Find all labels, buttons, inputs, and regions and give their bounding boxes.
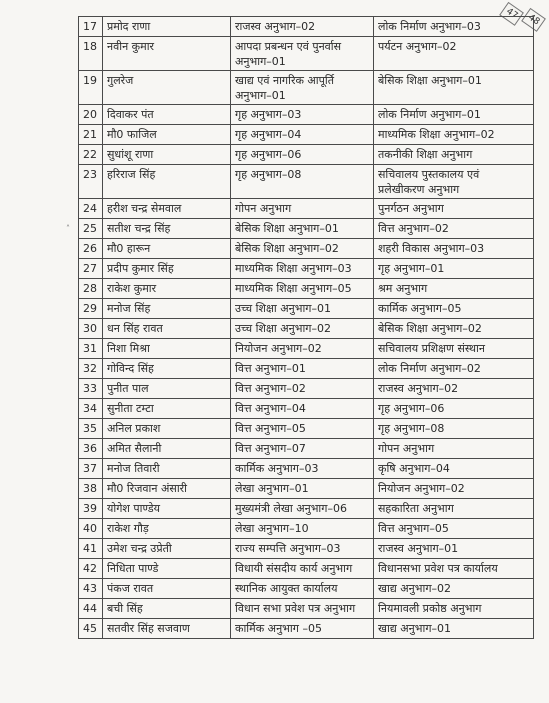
name-cell: सतवीर सिंह सजवाण [103,619,231,639]
table-row [79,71,534,105]
new-section-cell: कृषि अनुभाग–04 [374,459,534,479]
table-row [79,125,534,145]
table-row [79,339,534,359]
table-row [79,559,534,579]
name-cell: सतीश चन्द्र सिंह [103,219,231,239]
new-section-cell: नियोजन अनुभाग–02 [374,479,534,499]
table-row [79,165,534,199]
new-section-cell: खाद्य अनुभाग–02 [374,579,534,599]
current-section-cell: उच्च शिक्षा अनुभाग–01 [231,299,374,319]
table-row [79,599,534,619]
name-cell: उमेश चन्द्र उप्रेती [103,539,231,559]
serial-number-cell: 17 [79,17,103,37]
current-section-cell: वित्त अनुभाग–01 [231,359,374,379]
current-section-cell: खाद्य एवं नागरिक आपूर्ति अनुभाग–01 [231,71,374,105]
new-section-cell: लोक निर्माण अनुभाग–02 [374,359,534,379]
new-section-cell: शहरी विकास अनुभाग–03 [374,239,534,259]
name-cell: मनोज सिंह [103,299,231,319]
table-row [79,479,534,499]
name-cell: मौ0 हारून [103,239,231,259]
serial-number-cell: 34 [79,399,103,419]
name-cell: निशा मिश्रा [103,339,231,359]
name-cell: पंकज रावत [103,579,231,599]
current-section-cell: आपदा प्रबन्धन एवं पुनर्वास अनुभाग–01 [231,37,374,71]
name-cell: अनिल प्रकाश [103,419,231,439]
current-section-cell: उच्च शिक्षा अनुभाग–02 [231,319,374,339]
serial-number-cell: 37 [79,459,103,479]
new-section-cell: लोक निर्माण अनुभाग–03 [374,17,534,37]
margin-mark: ˄ [66,224,70,233]
new-section-cell: पुनर्गठन अनुभाग [374,199,534,219]
new-section-cell: कार्मिक अनुभाग–05 [374,299,534,319]
serial-number-cell: 22 [79,145,103,165]
serial-number-cell: 43 [79,579,103,599]
name-cell: दिवाकर पंत [103,105,231,125]
current-section-cell: गृह अनुभाग–04 [231,125,374,145]
table-row [79,239,534,259]
table-row [79,319,534,339]
serial-number-cell: 40 [79,519,103,539]
serial-number-cell: 45 [79,619,103,639]
serial-number-cell: 39 [79,499,103,519]
current-section-cell: विधान सभा प्रवेश पत्र अनुभाग [231,599,374,619]
current-section-cell: वित्त अनुभाग–04 [231,399,374,419]
serial-number-cell: 33 [79,379,103,399]
serial-number-cell: 29 [79,299,103,319]
table-row [79,199,534,219]
table-row [79,579,534,599]
serial-number-cell: 36 [79,439,103,459]
new-section-cell: सचिवालय पुस्तकालय एवं प्रलेखीकरण अनुभाग [374,165,534,199]
allocation-table [78,16,534,639]
name-cell: प्रमोद राणा [103,17,231,37]
serial-number-cell: 28 [79,279,103,299]
new-section-cell: सहकारिता अनुभाग [374,499,534,519]
serial-number-cell: 24 [79,199,103,219]
name-cell: मनोज तिवारी [103,459,231,479]
serial-number-cell: 18 [79,37,103,71]
name-cell: अमित सैलानी [103,439,231,459]
new-section-cell: तकनीकी शिक्षा अनुभाग [374,145,534,165]
name-cell: गोविन्द सिंह [103,359,231,379]
name-cell: निधिता पाण्डे [103,559,231,579]
serial-number-cell: 26 [79,239,103,259]
new-section-cell: नियमावली प्रकोष्ठ अनुभाग [374,599,534,619]
table-row [79,379,534,399]
serial-number-cell: 38 [79,479,103,499]
name-cell: सुनीता टम्टा [103,399,231,419]
serial-number-cell: 44 [79,599,103,619]
current-section-cell: मुख्यमंत्री लेखा अनुभाग–06 [231,499,374,519]
serial-number-cell: 27 [79,259,103,279]
serial-number-cell: 25 [79,219,103,239]
serial-number-cell: 31 [79,339,103,359]
serial-number-cell: 41 [79,539,103,559]
new-section-cell: वित्त अनुभाग–02 [374,219,534,239]
new-section-cell: बेसिक शिक्षा अनुभाग–02 [374,319,534,339]
current-section-cell: माध्यमिक शिक्षा अनुभाग–03 [231,259,374,279]
table-row [79,499,534,519]
table-row [79,519,534,539]
table-row [79,459,534,479]
table-row [79,359,534,379]
table-row [79,619,534,639]
table-row [79,105,534,125]
name-cell: हरिराज सिंह [103,165,231,199]
serial-number-cell: 30 [79,319,103,339]
name-cell: हरीश चन्द्र सेमवाल [103,199,231,219]
table-row [79,219,534,239]
current-section-cell: लेखा अनुभाग–01 [231,479,374,499]
table-row [79,259,534,279]
table-row [79,299,534,319]
name-cell: गुलरेज [103,71,231,105]
table-row [79,17,534,37]
serial-number-cell: 32 [79,359,103,379]
table-row [79,37,534,71]
table-body [79,17,534,639]
current-section-cell: वित्त अनुभाग–05 [231,419,374,439]
table-row [79,539,534,559]
current-section-cell: राज्य सम्पत्ति अनुभाग–03 [231,539,374,559]
new-section-cell: गोपन अनुभाग [374,439,534,459]
name-cell: मौ0 फाजिल [103,125,231,145]
new-section-cell: माध्यमिक शिक्षा अनुभाग–02 [374,125,534,145]
current-section-cell: नियोजन अनुभाग–02 [231,339,374,359]
serial-number-cell: 19 [79,71,103,105]
name-cell: योगेश पाण्डेय [103,499,231,519]
new-section-cell: सचिवालय प्रशिक्षण संस्थान [374,339,534,359]
table-row [79,439,534,459]
name-cell: प्रदीप कुमार सिंह [103,259,231,279]
current-section-cell: बेसिक शिक्षा अनुभाग–02 [231,239,374,259]
current-section-cell: कार्मिक अनुभाग –05 [231,619,374,639]
new-section-cell: लोक निर्माण अनुभाग–01 [374,105,534,125]
new-section-cell: राजस्व अनुभाग–02 [374,379,534,399]
table-row [79,145,534,165]
name-cell: बची सिंह [103,599,231,619]
current-section-cell: कार्मिक अनुभाग–03 [231,459,374,479]
page-number-48: 48 [521,8,546,32]
new-section-cell: राजस्व अनुभाग–01 [374,539,534,559]
name-cell: मौ0 रिजवान अंसारी [103,479,231,499]
serial-number-cell: 35 [79,419,103,439]
name-cell: पुनीत पाल [103,379,231,399]
current-section-cell: गृह अनुभाग–03 [231,105,374,125]
new-section-cell: गृह अनुभाग–08 [374,419,534,439]
new-section-cell: गृह अनुभाग–06 [374,399,534,419]
current-section-cell: गृह अनुभाग–08 [231,165,374,199]
current-section-cell: गृह अनुभाग–06 [231,145,374,165]
current-section-cell: माध्यमिक शिक्षा अनुभाग–05 [231,279,374,299]
table-row [79,399,534,419]
serial-number-cell: 42 [79,559,103,579]
table-row [79,419,534,439]
name-cell: राकेश गौड़ [103,519,231,539]
current-section-cell: वित्त अनुभाग–02 [231,379,374,399]
current-section-cell: स्थानिक आयुक्त कार्यालय [231,579,374,599]
new-section-cell: पर्यटन अनुभाग–02 [374,37,534,71]
new-section-cell: वित्त अनुभाग–05 [374,519,534,539]
current-section-cell: विधायी संसदीय कार्य अनुभाग [231,559,374,579]
name-cell: धन सिंह रावत [103,319,231,339]
current-section-cell: गोपन अनुभाग [231,199,374,219]
current-section-cell: राजस्व अनुभाग–02 [231,17,374,37]
current-section-cell: लेखा अनुभाग–10 [231,519,374,539]
page-number-47: 47 [499,2,524,26]
serial-number-cell: 20 [79,105,103,125]
table-row [79,279,534,299]
new-section-cell: गृह अनुभाग–01 [374,259,534,279]
name-cell: राकेश कुमार [103,279,231,299]
serial-number-cell: 21 [79,125,103,145]
new-section-cell: बेसिक शिक्षा अनुभाग–01 [374,71,534,105]
current-section-cell: बेसिक शिक्षा अनुभाग–01 [231,219,374,239]
name-cell: नवीन कुमार [103,37,231,71]
new-section-cell: विधानसभा प्रवेश पत्र कार्यालय [374,559,534,579]
new-section-cell: श्रम अनुभाग [374,279,534,299]
serial-number-cell: 23 [79,165,103,199]
name-cell: सुधांशू राणा [103,145,231,165]
new-section-cell: खाद्य अनुभाग–01 [374,619,534,639]
current-section-cell: वित्त अनुभाग–07 [231,439,374,459]
